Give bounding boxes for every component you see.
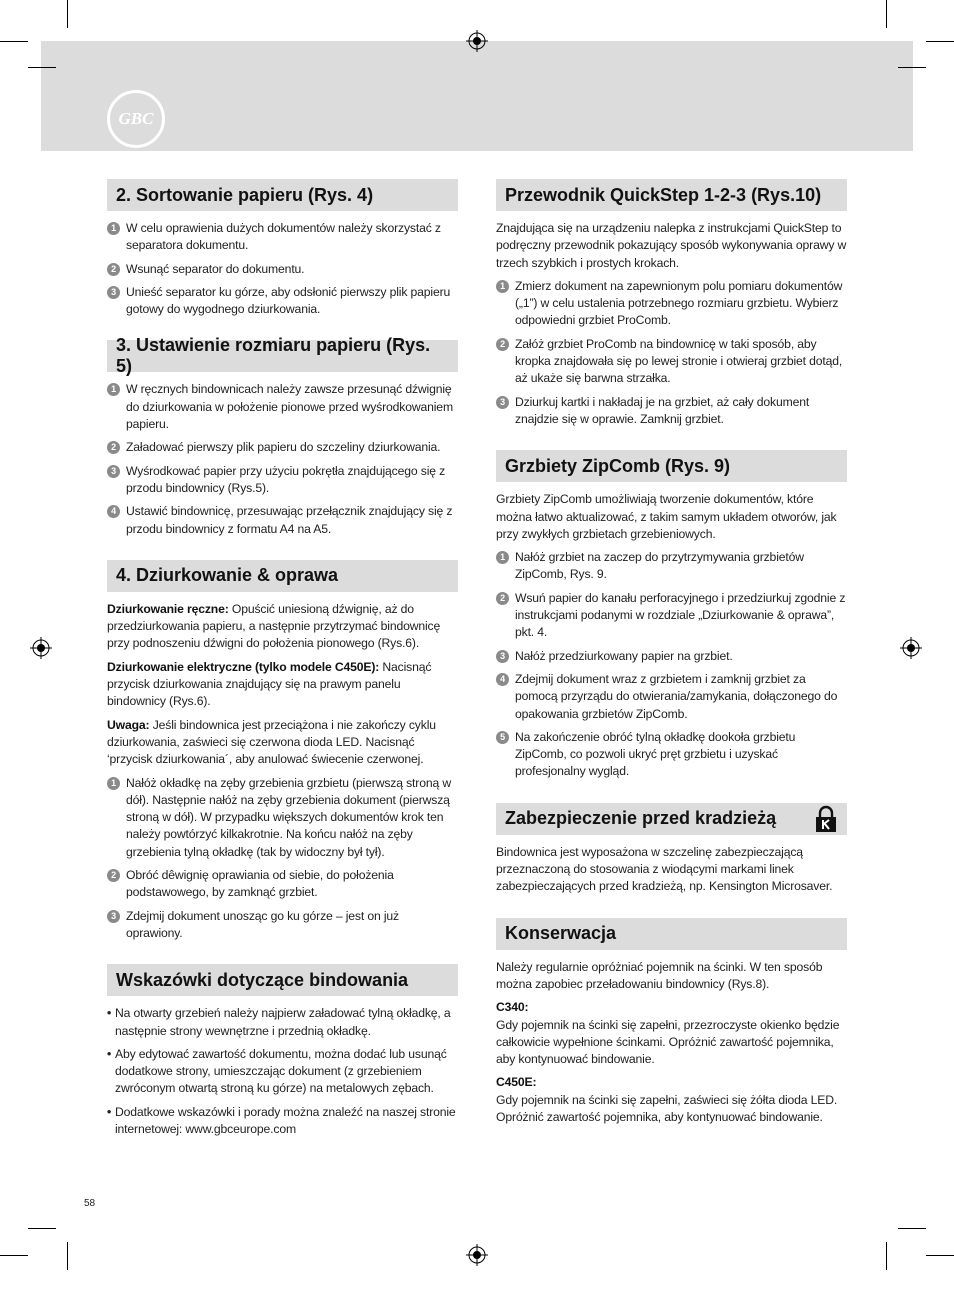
crop-mark bbox=[886, 0, 887, 28]
section-paper-sorting bbox=[107, 179, 458, 318]
section-theft-protection bbox=[496, 803, 847, 896]
step-text: Zdejmij dokument wraz z grzbietem i zamknij grzbiet za pomocą przyrządu do otwierania/zamykania, dołączonego do opakowania grzbietów ZipComb. bbox=[515, 671, 838, 721]
step-text: Zmierz dokument na zapewnionym polu pomiaru dokumentów („1”) w celu ustalenia potrzebnego rozmiaru grzbietu. Wybierz odpowiedni grzbiet ProComb. bbox=[515, 278, 843, 328]
section-header bbox=[496, 803, 847, 835]
step-number-icon: 4 bbox=[107, 505, 120, 518]
paragraph: Należy regularnie opróżniać pojemnik na ścinki. W ten sposób można zapobiec przeładowaniu bindownicy (Rys.8). bbox=[496, 959, 823, 991]
step-item bbox=[107, 775, 458, 861]
bullet-item bbox=[107, 1046, 458, 1098]
step-item bbox=[496, 648, 847, 665]
paragraph-text: Nacisnąć przycisk dziurkowania znajdujący się na prawym panelu bindownicy (Rys.6). bbox=[107, 659, 432, 709]
section-title: Zabezpieczenie przed kradzieżą bbox=[505, 808, 777, 829]
step-number-icon: 3 bbox=[496, 396, 509, 409]
crop-mark bbox=[898, 1228, 926, 1229]
section-title: 3. Ustawienie rozmiaru papieru (Rys. 5) bbox=[116, 335, 431, 377]
step-text: Dziurkuj kartki i nakładaj je na grzbiet, aż cały dokument znajdzie się w oprawie. Zamknij grzbiet. bbox=[515, 394, 810, 426]
step-item bbox=[496, 549, 847, 584]
paragraph-label: Dziurkowanie ręczne: bbox=[107, 601, 229, 616]
step-item bbox=[496, 671, 847, 723]
step-item bbox=[496, 590, 847, 642]
section-quickstep bbox=[496, 179, 847, 428]
section-header bbox=[107, 560, 458, 592]
section-header bbox=[107, 964, 458, 996]
model-label: C340: bbox=[496, 1000, 529, 1015]
step-item bbox=[107, 867, 458, 902]
bullet-item bbox=[107, 1104, 458, 1139]
paragraph-text: Jeśli bindownica jest przeciążona i nie zakończy cyklu dziurkowania, zaświeci się czerwona dioda LED. Nacisnąć ‘przycisk dziurkowania´, aby anulować świecenie czerwonej. bbox=[107, 717, 436, 767]
bullet-dot-icon: • bbox=[107, 1104, 112, 1119]
step-item bbox=[107, 463, 458, 498]
paragraph: Grzbiety ZipComb umożliwiają tworzenie dokumentów, które można łatwo aktualizować, z takim samym układem otworów, jak przy zwykłych grzbietach grzebieniowych. bbox=[496, 492, 837, 541]
step-text: Ustawić bindownicę, przesuwając przełącznik znajdujący się z przodu bindownicy z formatu A4 na A5. bbox=[126, 504, 453, 536]
bullet-dot-icon: • bbox=[107, 1046, 112, 1061]
section-paper-size bbox=[107, 335, 458, 537]
step-number-icon: 2 bbox=[496, 592, 509, 605]
section-title: Wskazówki dotyczące bindowania bbox=[116, 969, 409, 990]
step-text: W ręcznych bindownicach należy zawsze przesunąć dźwignię do dziurkowania w położenie pionowe przed wyśrodkowaniem papieru. bbox=[126, 382, 453, 432]
paragraph bbox=[107, 717, 458, 769]
bullet-dot-icon: • bbox=[107, 1006, 112, 1021]
step-text: Nałóż grzbiet na zaczep do przytrzymywania grzbietów ZipComb, Rys. 9. bbox=[515, 550, 804, 582]
bullet-item bbox=[107, 1005, 458, 1040]
section-title: 2. Sortowanie papieru (Rys. 4) bbox=[116, 184, 374, 205]
registration-mark-icon bbox=[30, 637, 52, 659]
crop-mark bbox=[886, 1242, 887, 1270]
step-text: Nałóż przedziurkowany papier na grzbiet. bbox=[515, 648, 733, 663]
step-number-icon: 3 bbox=[107, 286, 120, 299]
step-text: Na zakończenie obróć tylną okładkę dookoła grzbietu ZipComb, co pozwoli ukryć pręt grzbietu i uzyskać profesjonalny wygląd. bbox=[515, 729, 796, 779]
step-number-icon: 2 bbox=[496, 338, 509, 351]
section-header bbox=[496, 450, 847, 482]
registration-mark-icon bbox=[466, 1244, 488, 1266]
step-item bbox=[107, 503, 458, 538]
crop-mark bbox=[0, 41, 28, 42]
crop-mark bbox=[0, 1255, 28, 1256]
registration-mark-icon bbox=[466, 30, 488, 52]
page-number: 58 bbox=[84, 1198, 96, 1209]
step-number-icon: 3 bbox=[107, 910, 120, 923]
model-label: C450E: bbox=[496, 1075, 537, 1090]
section-title: Przewodnik QuickStep 1-2-3 (Rys.10) bbox=[505, 184, 822, 205]
step-number-icon: 2 bbox=[107, 441, 120, 454]
paragraph-label: Uwaga: bbox=[107, 717, 150, 732]
header-banner bbox=[41, 41, 913, 151]
section-maintenance bbox=[496, 918, 847, 1127]
step-number-icon: 1 bbox=[496, 551, 509, 564]
step-text: Wsunąć separator do dokumentu. bbox=[126, 261, 305, 276]
section-title: Grzbiety ZipComb (Rys. 9) bbox=[505, 455, 731, 476]
step-text: Unieść separator ku górze, aby odsłonić pierwszy plik papieru gotowy do wygodnego dziurkowania. bbox=[126, 284, 451, 317]
paragraph: Gdy pojemnik na ścinki się zapełni, przezroczyste okienko będzie całkowicie wypełnione ścinkami. Opróżnić zawartość pojemnika, aby kontynuować bindowanie. bbox=[496, 1017, 840, 1067]
step-text: Załadować pierwszy plik papieru do szczeliny dziurkowania. bbox=[126, 440, 441, 455]
step-number-icon: 1 bbox=[107, 222, 120, 235]
step-item bbox=[496, 729, 847, 781]
step-text: Załóż grzbiet ProComb na bindownicę w taki sposób, aby kropka znajdowała się po lewej stronie i otwieraj grzbiet dotąd, aż ukaże się barwna strzałka. bbox=[515, 336, 843, 386]
step-item bbox=[107, 220, 458, 255]
logo-text: GBC bbox=[118, 109, 154, 128]
crop-mark bbox=[67, 1242, 68, 1270]
step-number-icon: 1 bbox=[107, 777, 120, 790]
step-number-icon: 5 bbox=[496, 731, 509, 744]
step-item bbox=[496, 278, 847, 330]
step-text: Obróć dêwignię oprawiania od siebie, do położenia podstawowego, by zamknąć grzbiet. bbox=[126, 868, 394, 900]
crop-mark bbox=[926, 41, 954, 42]
section-header bbox=[496, 918, 847, 950]
section-header bbox=[107, 335, 458, 377]
registration-mark-icon bbox=[900, 637, 922, 659]
crop-mark bbox=[67, 0, 68, 28]
section-punching-binding bbox=[107, 560, 458, 942]
left-column bbox=[107, 179, 458, 1160]
paragraph-label: Dziurkowanie elektryczne (tylko modele C450E): bbox=[107, 659, 380, 674]
step-item bbox=[107, 284, 458, 319]
step-text: Wsuń papier do kanału perforacyjnego i przedziurkuj zgodnie z instrukcjami podanymi w rozdziale „Dziurkowanie & oprawa”, pkt. 4. bbox=[515, 590, 846, 640]
paragraph bbox=[107, 659, 458, 711]
kensington-lock-icon bbox=[814, 805, 838, 833]
section-title: Konserwacja bbox=[505, 923, 617, 944]
right-column bbox=[496, 179, 847, 1148]
paragraph: Znajdująca się na urządzeniu nalepka z instrukcjami QuickStep to podręczny przewodnik pokazujący sposób wykonywania oprawy w trzech szybkich i prostych krokach. bbox=[496, 221, 847, 270]
paragraph: Gdy pojemnik na ścinki się zapełni, zaświeci się żółta dioda LED. Opróżnić zawartość pojemnika, aby kontynuować bindowanie. bbox=[496, 1092, 838, 1124]
crop-mark bbox=[926, 1255, 954, 1256]
step-number-icon: 3 bbox=[107, 465, 120, 478]
step-item bbox=[107, 381, 458, 433]
step-number-icon: 2 bbox=[107, 869, 120, 882]
section-title: 4. Dziurkowanie & oprawa bbox=[116, 565, 339, 586]
bullet-text: Dodatkowe wskazówki i porady można znaleźć na naszej stronie internetowej: www.gbceurope.com bbox=[115, 1104, 456, 1136]
gbc-logo bbox=[107, 90, 165, 148]
paragraph-text: Opuścić uniesioną dźwignię, aż do przedziurkowania papieru, a następnie przytrzymać bindownicę przy podnoszeniu dźwigni do położenia pionowego (Rys.6). bbox=[107, 601, 441, 651]
step-number-icon: 3 bbox=[496, 650, 509, 663]
step-item bbox=[496, 394, 847, 429]
paragraph bbox=[496, 999, 847, 1016]
step-number-icon: 2 bbox=[107, 263, 120, 276]
step-item bbox=[496, 336, 847, 388]
paragraph bbox=[496, 1074, 847, 1091]
crop-mark bbox=[898, 67, 926, 68]
step-item bbox=[107, 908, 458, 943]
crop-mark bbox=[28, 1228, 56, 1229]
step-number-icon: 4 bbox=[496, 673, 509, 686]
crop-mark bbox=[28, 67, 56, 68]
step-item bbox=[107, 261, 458, 278]
step-number-icon: 1 bbox=[107, 383, 120, 396]
bullet-text: Na otwarty grzebień należy najpierw załadować tylną okładkę, a następnie strony wewnętrzne i przednią okładkę. bbox=[115, 1006, 451, 1038]
section-binding-tips bbox=[107, 964, 458, 1138]
step-number-icon: 1 bbox=[496, 280, 509, 293]
step-item bbox=[107, 439, 458, 456]
step-text: W celu oprawienia dużych dokumentów należy skorzystać z separatora dokumentu. bbox=[126, 221, 441, 253]
section-header bbox=[496, 179, 847, 211]
paragraph bbox=[107, 601, 458, 653]
paragraph: Bindownica jest wyposażona w szczelinę zabezpieczającą przeznaczoną do stosowania z wiodącymi markami linek zabezpieczających przed kradzieżą, np. Kensington Microsaver. bbox=[496, 844, 833, 894]
step-text: Nałóż okładkę na zęby grzebienia grzbietu (pierwszą stroną w dół). Następnie nałóż na zęby grzebienia dokument (pierwszą stroną w dół). W przypadku większych dokumentów krok ten należy powtórzyć kilkakrotnie. Na końcu nałóż na zęby grzebienia tylną okładkę (tak by widoczny był tył). bbox=[126, 775, 451, 859]
section-header bbox=[107, 179, 458, 211]
section-zipcomb bbox=[496, 450, 847, 780]
step-text: Wyśrodkować papier przy użyciu pokrętła znajdującego się z przodu bindownicy (Rys.5). bbox=[126, 463, 446, 495]
step-text: Zdejmij dokument unosząc go ku górze – jest on już oprawiony. bbox=[126, 908, 399, 940]
bullet-text: Aby edytować zawartość dokumentu, można dodać lub usunąć dodatkowe strony, umieszczając dokument (z grzebieniem zwróconym otwartą stroną ku górze) na metalowych zębach. bbox=[115, 1046, 447, 1096]
